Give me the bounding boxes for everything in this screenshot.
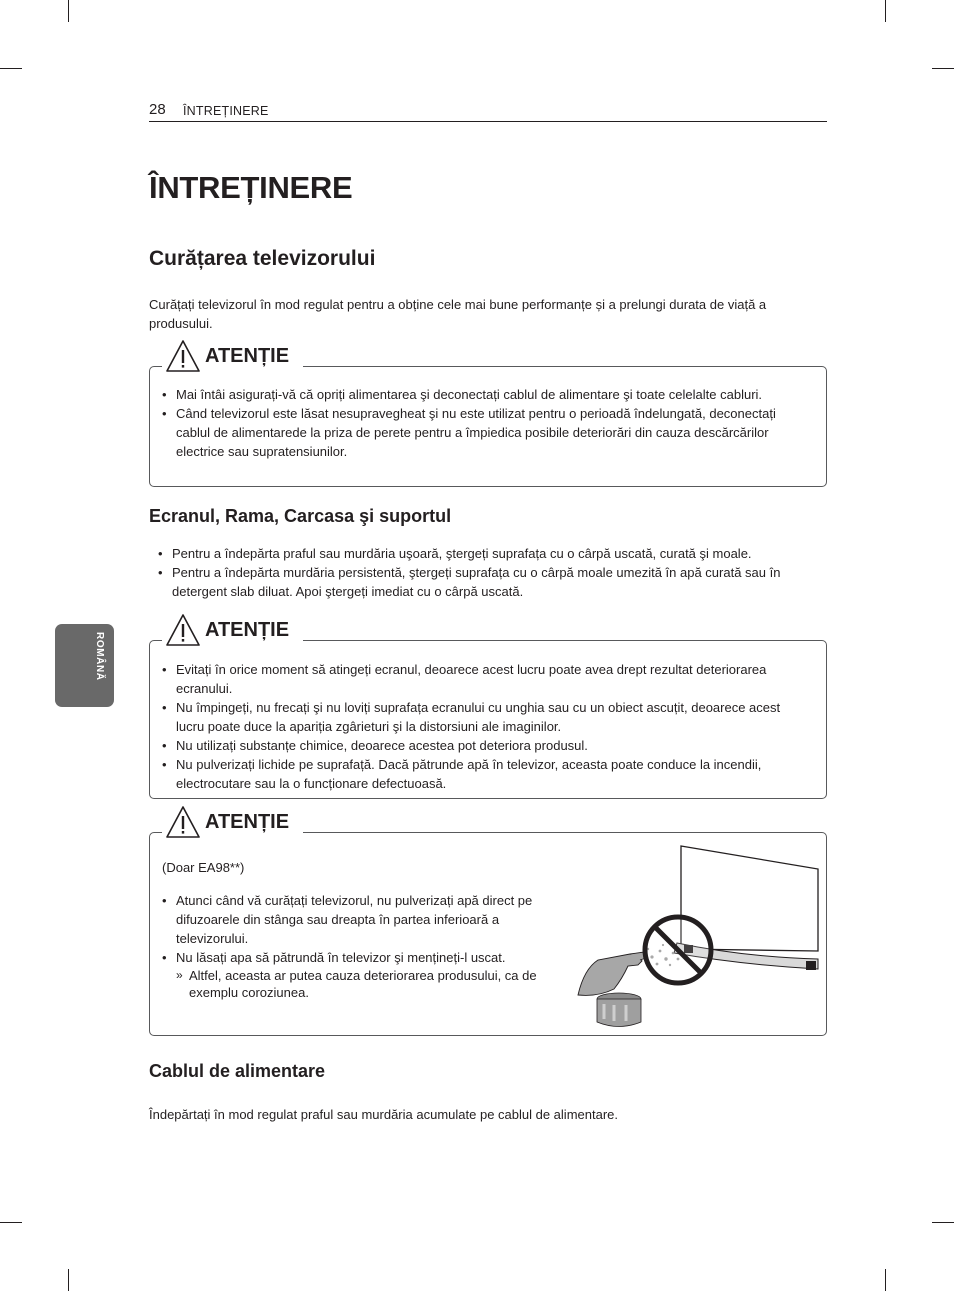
- warning-icon: [166, 340, 200, 372]
- page-number: 28: [149, 101, 166, 118]
- crop-mark: [0, 1222, 22, 1223]
- caution-box-3: [149, 810, 827, 1036]
- crop-mark: [885, 1269, 886, 1291]
- section-heading-cleaning: Curățarea televizorului: [149, 247, 376, 270]
- cleaning-intro: Curățați televizorul în mod regulat pentru a obține cele mai bune performanțe și a prelungi durata de viață a produsului.: [149, 297, 767, 331]
- caution-box-1: [149, 344, 827, 487]
- list-item: • Mai întâi asigurați-vă că opriți alimentarea şi deconectați cablul de alimentare şi toate celelalte cabluri.: [162, 385, 782, 404]
- caution-label: ATENȚIE: [205, 618, 290, 641]
- caution-list-2: [162, 660, 807, 793]
- crop-mark: [0, 68, 22, 69]
- sub-list-item: » Altfel, aceasta ar putea cauza deteriorarea produsului, ca de exemplu coroziunea.: [176, 967, 544, 1001]
- section-heading-cable: Cablul de alimentare: [149, 1061, 326, 1081]
- warning-icon: [166, 806, 200, 838]
- caution-list-1: [162, 385, 782, 461]
- list-item: • Evitați în orice moment să atingeți ecranul, deoarece acest lucru poate avea drept rezultat deteriorarea ecranului.: [162, 660, 807, 698]
- language-tab: [55, 624, 114, 707]
- caution-title-1: [162, 339, 303, 373]
- running-title: ÎNTREȚINERE: [183, 104, 269, 118]
- section-heading-screen: Ecranul, Rama, Carcasa şi suportul: [149, 506, 452, 526]
- list-item: • Atunci când vă curățați televizorul, nu pulverizați apă direct pe difuzoarele din stânga sau dreapta în partea inferioară a televizorului.: [162, 891, 544, 948]
- list-item: [162, 948, 544, 1001]
- list-item: • Când televizorul este lăsat nesupravegheat şi nu este utilizat pentru o perioadă îndelungată, deconectați cablul de alimentarede la priza de perete pentru a împiedica posibile deteriorări din cauza descărcărilor electrice sau supratensiunilor.: [162, 404, 782, 461]
- warning-icon: [166, 614, 200, 646]
- crop-mark: [68, 1269, 69, 1291]
- caution-label: ATENȚIE: [205, 810, 290, 833]
- list-item-text: Nu lăsați apa să pătrundă în televizor şi mențineți-l uscat.: [176, 950, 506, 965]
- caution-box-2: [149, 618, 827, 799]
- list-item: • Nu împingeți, nu frecați şi nu loviți suprafața ecranului cu unghia sau cu un obiect ascuțit, deoarece acest lucru poate duce la apariția zgârieturi şi la distorsiuni ale imaginilor.: [162, 698, 807, 736]
- crop-mark: [932, 1222, 954, 1223]
- model-note: (Doar EA98**): [162, 860, 245, 875]
- screen-cleaning-list: [158, 544, 828, 601]
- crop-mark: [885, 0, 886, 22]
- crop-mark: [68, 0, 69, 22]
- cable-text: Îndepărtați în mod regulat praful sau murdăria acumulate pe cablul de alimentare.: [149, 1107, 618, 1122]
- caution-list-3: [162, 891, 544, 1001]
- language-tab-label: ROMÂNĂ: [94, 632, 105, 681]
- caution-title-3: [162, 805, 303, 839]
- list-item: • Nu pulverizați lichide pe suprafață. Dacă pătrunde apă în televizor, aceasta poate conduce la incendii, electrocutare sau la o funcționare defectuoasă.: [162, 755, 807, 793]
- caution-label: ATENȚIE: [205, 344, 290, 367]
- crop-mark: [932, 68, 954, 69]
- list-item: • Nu utilizați substanțe chimice, deoarece acestea pot deteriora produsul.: [162, 736, 807, 755]
- page-title: ÎNTREȚINERE: [149, 170, 353, 205]
- list-item: • Pentru a îndepărta praful sau murdăria uşoară, ştergeți suprafața cu o cârpă uscată, curată şi moale.: [158, 544, 828, 563]
- no-spray-illustration: [574, 839, 824, 1029]
- list-item: • Pentru a îndepărta murdăria persistentă, ştergeți suprafața cu o cârpă moale umezită în apă curată sau în detergent slab diluat. Apoi ştergeți imediat cu o cârpă uscată.: [158, 563, 828, 601]
- page-header: [149, 101, 827, 122]
- caution-title-2: [162, 613, 303, 647]
- sub-list: [176, 967, 544, 1001]
